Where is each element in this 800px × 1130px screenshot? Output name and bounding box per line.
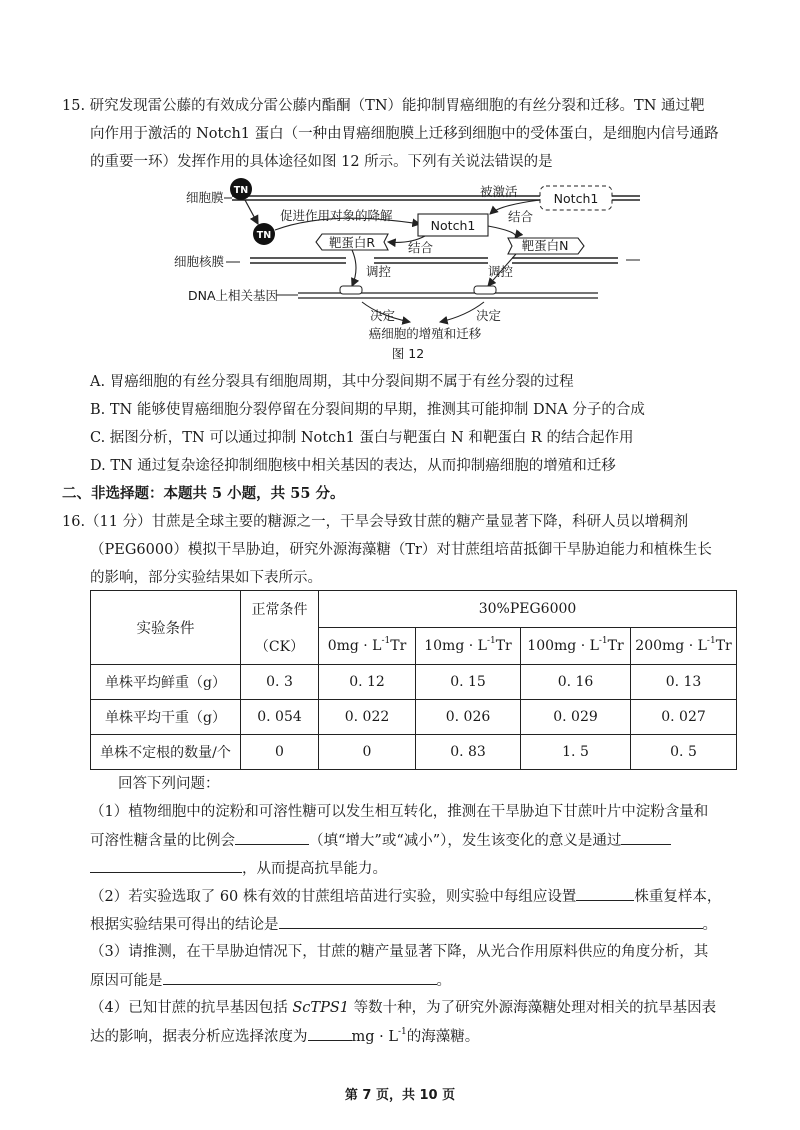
q15-line-2: 向作用于激活的 Notch1 蛋白（一种由胃癌细胞膜上迁移到细胞中的受体蛋白，是细胞内信号通路	[90, 126, 719, 142]
header-condition: 实验条件	[91, 591, 241, 665]
q15-line-1: 15. 研究发现雷公藤的有效成分雷公藤内酯酮（TN）能抑制胃癌细胞的有丝分裂和迁移。TN 通过靶	[62, 98, 705, 114]
q16-line-3: 的影响，部分实验结果如下表所示。	[90, 570, 322, 586]
section-2-heading: 二、非选择题：本题共 5 小题，共 55 分。	[62, 485, 345, 502]
svg-text:Notch1: Notch1	[430, 218, 476, 233]
header-conc-0: $0mg \cdot L^{-1}Tr$	[319, 628, 416, 665]
sub4-line-1: （4）已知甘蔗的抗旱基因包括 ScTPS1 等数十种，为了研究外源海藻糖处理对相关的抗旱基因表	[90, 1000, 717, 1016]
header-ck: （CK）	[241, 628, 319, 665]
label-bind-r: 结合	[408, 240, 434, 255]
sub1-line-1: （1）植物细胞中的淀粉和可溶性糖可以发生相互转化，推测在干旱胁迫下甘蔗叶片中淀粉含量和	[90, 804, 709, 820]
q16-line-1: 16.（11 分）甘蔗是全球主要的糖源之一，干旱会导致甘蔗的糖产量显著下降，科研人员以增稠剂	[62, 514, 689, 530]
label-activated: 被激活	[480, 184, 518, 199]
label-result: 癌细胞的增殖和迁移	[368, 326, 482, 341]
label-decide-1: 决定	[370, 308, 396, 323]
blank-5[interactable]	[163, 970, 437, 985]
figure-12-diagram	[0, 0, 800, 370]
label-dna-genes: DNA上相关基因	[188, 288, 279, 303]
blank-1[interactable]	[235, 830, 309, 845]
label-decide-2: 决定	[476, 308, 502, 323]
table-row: 单株平均鲜重（g） 0. 3 0. 12 0. 15 0. 16 0. 13	[91, 665, 737, 700]
label-regulate-1: 调控	[366, 264, 392, 279]
gene-block-2	[474, 286, 496, 294]
label-bind-n: 结合	[508, 209, 534, 224]
header-normal: 正常条件	[241, 591, 319, 628]
svg-text:靶蛋白N: 靶蛋白N	[521, 238, 569, 253]
sub2-line-2: 根据实验结果可得出的结论是 。	[90, 914, 717, 935]
blank-6[interactable]	[308, 1026, 352, 1041]
svg-text:靶蛋白R: 靶蛋白R	[328, 235, 376, 250]
q15-line-3: 的重要一环）发挥作用的具体途径如图 12 所示。下列有关说法错误的是	[90, 154, 553, 170]
sub2-line-1: （2）若实验选取了 60 株有效的甘蔗组培苗进行实验，则实验中每组应设置 株重复样本，	[90, 886, 721, 907]
table-row: 单株平均干重（g） 0. 054 0. 022 0. 026 0. 029 0. 027	[91, 700, 737, 735]
q16-line-2: （PEG6000）模拟干旱胁迫，研究外源海藻糖（Tr）对甘蔗组培苗抵御干旱胁迫能力和植株生长	[90, 542, 712, 558]
option-c: C. 据图分析，TN 可以通过抑制 Notch1 蛋白与靶蛋白 N 和靶蛋白 R 的结合起作用	[90, 430, 634, 446]
label-regulate-2: 调控	[488, 264, 514, 279]
svg-text:Notch1: Notch1	[553, 191, 599, 206]
blank-2a[interactable]	[621, 830, 671, 845]
figure-caption: 图 12	[391, 346, 425, 361]
gene-block-1	[340, 286, 362, 294]
label-cell-membrane: 细胞膜	[186, 190, 224, 205]
header-peg: 30%PEG6000	[319, 591, 737, 628]
option-b: B. TN 能够使胃癌细胞分裂停留在分裂间期的早期，推测其可能抑制 DNA 分子的合成	[90, 402, 645, 418]
blank-4[interactable]	[279, 914, 703, 929]
answer-intro: 回答下列问题：	[118, 776, 220, 792]
header-conc-200: $200mg \cdot L^{-1}Tr$	[631, 628, 737, 665]
results-table	[90, 590, 737, 770]
option-a: A. 胃癌细胞的有丝分裂具有细胞周期，其中分裂间期不属于有丝分裂的过程	[90, 374, 574, 390]
label-promote-degradation: 促进作用对象的降解	[280, 208, 393, 223]
table-row: 单株不定根的数量/个 0 0 0. 83 1. 5 0. 5	[91, 735, 737, 770]
header-conc-100: $100mg \cdot L^{-1}Tr$	[521, 628, 631, 665]
sub1-line-2: 可溶性糖含量的比例会 （填“增大”或“减小”），发生该变化的意义是通过	[90, 830, 671, 851]
option-d: D. TN 通过复杂途径抑制细胞核中相关基因的表达，从而抑制癌细胞的增殖和迁移	[90, 458, 616, 474]
label-nuclear-membrane: 细胞核膜	[174, 254, 225, 269]
svg-text:TN: TN	[256, 230, 272, 241]
blank-3[interactable]	[576, 886, 634, 901]
svg-text:TN: TN	[233, 185, 249, 196]
sub1-line-3: ，从而提高抗旱能力。	[90, 858, 387, 879]
sub3-line-2: 原因可能是 。	[90, 970, 451, 991]
header-conc-10: $10mg \cdot L^{-1}Tr$	[416, 628, 521, 665]
sub4-line-2: 达的影响，据表分析应选择浓度为 mg · $L^{-1}$的海藻糖。	[90, 1027, 480, 1045]
blank-2b[interactable]	[90, 858, 242, 873]
sub3-line-1: （3）请推测，在干旱胁迫情况下，甘蔗的糖产量显著下降，从光合作用原料供应的角度分析，其	[90, 944, 709, 960]
page-footer: 第 7 页，共 10 页	[344, 1088, 456, 1103]
